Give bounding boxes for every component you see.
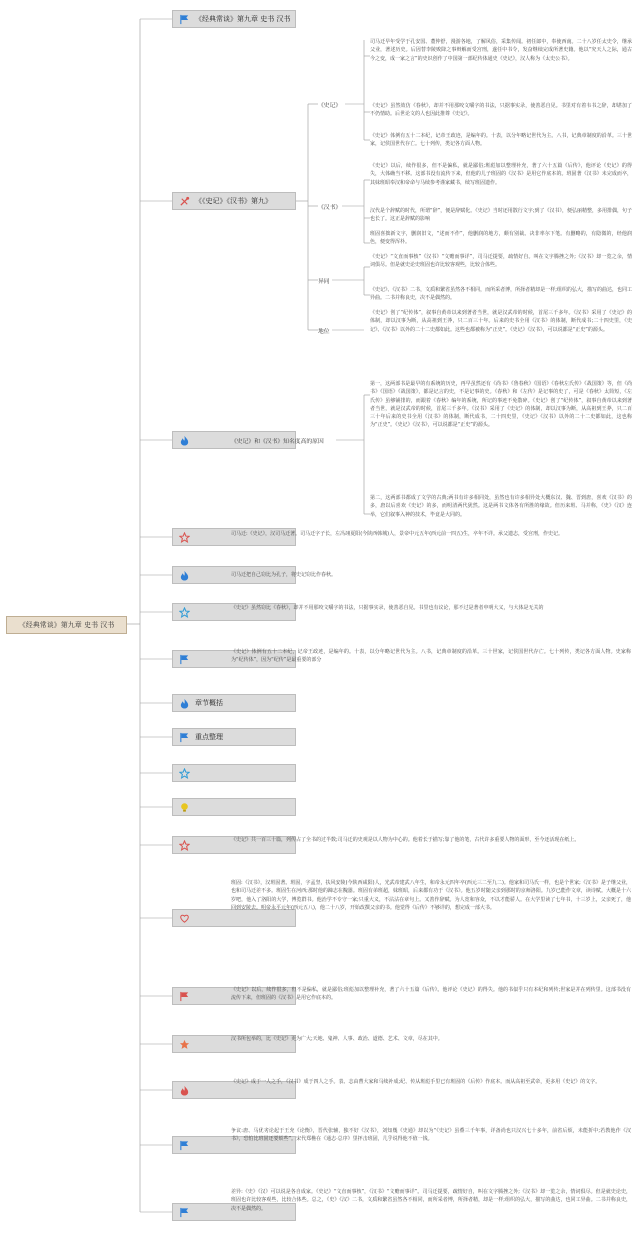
- node-label: 章节概括: [195, 699, 223, 707]
- item-text: 《史记》虽然窃比《春秋》，却并不用那咬文嚼字的书法，只据事实录，使善恶自见。书里也有议论，那不过是著者申明大义，与大体是无关的: [231, 605, 544, 611]
- reason-label[interactable]: 《史记》和《汉书》知名度高的原因: [231, 439, 324, 445]
- hanshu-text-1: 《史记》以后，续作很多，但不是偏私，就是鄙俗;班彪加以整理补充，著了六十五篇《后传》，他评论《史记》的得失，大体确当不移。这部书没有流传下来，但他的儿子班固的《汉书》是用它作底本的。班固著《汉书》未完成而卒，其妹班昭奉汉和帝命与马续参考谨家藏书，续写班固遗作。: [370, 163, 632, 186]
- shiji-text-3: 《史记》体例有五十二本纪，记帝王政迹，是编年的。十表，以分年略记世代为主。八书，记典章制度的沿革。三十世家，记侯国世代存亡。七十列传，类记各方面人物。: [370, 133, 632, 148]
- reason-text-1: 第一，这两部书是最早的有系统的历史，再早虽然还有《尚书》《鲁春秋》《国语》《春秋左氏传》《战国策》等，但《尚书》《国语》《战国策》，都是记言的史，不是记事的史。《春秋》和《左传》是记事的史了，可是《春秋》太简短，《左氏传》虽够铺排的，而跟着《春秋》编年的系统，所记的事迹不免散碎。《史记》创了“纪传体”，叙事自黄帝以来到著者当世，就是汉武帝的时候，首尾三千多年。《汉书》采用了《史记》的体制，却以汉事为断，从高祖到王莽，只二百三十年后来的史书全用《汉书》的体制，断代成书，二十四史里，《史记》《汉书》以外的二十二史都如此，这也称为“正史”。《史记》《汉书》，可以说都是“正史”的源头。: [370, 381, 632, 429]
- item-node[interactable]: [172, 728, 296, 746]
- item-text: 《史记》共一百三十篇，列传占了全书的过半数;司马迁的史观是以人物为中心的。他着长于描写;靠了他的笔，古代许多重要人物的面形，至今还活现在纸上。: [231, 837, 580, 843]
- fire-icon: [179, 570, 190, 581]
- star-outline-icon: [179, 768, 190, 779]
- node-label: 重点整理: [195, 733, 223, 741]
- item-text: 《史记》以后，续作很多，但不是偏私，就是鄙俗;班彪加以整理补充，著了六十五篇《后传》。他评论《史记》的得失。他的书似乎只有本纪和列传;世家是并在列传里。这部书没有流传下来，但班固的《汉书》是用它作底本的。: [231, 987, 631, 1002]
- diwei-text: 《史记》创了“纪传体”，叙事自黄帝以来到著者当世，就是汉武帝的时候，首尾三千多年。《汉书》采用了《史记》的体制，却以汉事为断，从高祖到王莽，只二百三十年。后来的史书全用《汉书》的体制，断代成书;二十四史里，《史记》、《汉书》以外的二十二史都如此。这些也都被称为“正史”。《史记》《汉书》，可以说都是“正史”的源头。: [370, 310, 632, 333]
- heart-icon: [179, 913, 190, 924]
- shiji-text-2: 《史记》虽然效仿《春秋》，却并不用那咬文嚼字的书法，只据事实录，使善恶自见。书里对有着韦书之辞，却堪加了不仍情助。后世论文的人也因此推尊《史记》。: [370, 103, 632, 118]
- star-outline-icon: [179, 840, 190, 851]
- branch-yitong[interactable]: 异同: [318, 279, 330, 285]
- item-text: 汉书所包举的，比《史记》更为广大;天地、鬼神、人事、政治、道德、艺术、文章，尽在其中。: [231, 1036, 443, 1042]
- item-node[interactable]: [172, 764, 296, 782]
- reason-text-2: 第二，这两部书都成了文学的古典;两书有许多相同处，虽然也有许多相异处大概东汉、魏、晋到唐，喜欢《汉书》的多，唐以后喜欢《史记》的多，而明清两代犹然。这是两书文体各有所胜的缘故。但历来班、马并称，《史》《汉》连举，它们叙事入神的技术，毕竟是大同的。: [370, 495, 632, 518]
- chapter-title-node[interactable]: [172, 10, 296, 28]
- star-outline-icon: [179, 532, 190, 543]
- branch-diwei[interactable]: 地位: [318, 329, 330, 335]
- root-node[interactable]: 《经典常谈》第九章 史书 汉书: [6, 616, 127, 634]
- branch-hanshu[interactable]: 《汉书》: [318, 205, 342, 211]
- fire-icon: [179, 1085, 190, 1096]
- item-text: 差异:《史》《汉》可以说是各自成家。《史记》“文直而事核”，《汉书》“文赡而事详”。司马迁提要，疏情好自，叫在文字腾挫之外;《汉书》却一览之余，情词俱尽。但是就史论史，班固也许比较客观些，比较合体些。总之，《史》《汉》二书，文质和繁省虽然各不相同，而所采者博，所择者精，却是一样;组织的弘大，描写的曲达，也同工异曲。二书并称良史，决不是偶然的。: [231, 1189, 631, 1212]
- yitong-text-1: 《史记》“文直而事核”《汉书》“文赡而事详”，司马迁提要，疏情好自。叫在文字腾挫之外;《汉书》却一览之余，情词俱尽。但是就史论史班固也许比较客观些，比较合体些。: [370, 254, 632, 269]
- node-label: 《《史记》《汉书》第九》: [195, 197, 272, 205]
- branch-shiji[interactable]: 《史记》: [318, 103, 342, 109]
- item-node[interactable]: [172, 798, 296, 816]
- tools-icon: [179, 196, 190, 207]
- flag-icon: [179, 732, 190, 743]
- hanshu-text-3: 班固喜拙新文字，删润旧文，“述而不作”，他删润的地方，颇有别裁。决非率尔下笔。有删略的，有隐微的，经他润色，便变得浑朴。: [370, 231, 632, 246]
- item-text: 《史记》体例有五十二本纪，记帝王政迹，是编年的。十表，以分年略记世代为主。八书，记典章制度的沿革。三十世家，记侯国世代存亡。七十列传，类记各方面人物。史家称为“纪传体”，因为“纪传”是最重要的部分: [231, 649, 631, 664]
- item-text: 司马迁把自己窃比为孔子，将史记窃比作春秋。: [231, 572, 337, 578]
- item-text: 班固:《汉书》，汉班固著。班固，字孟坚，扶风安陵(今陕西咸阳)人，光武帝建武八年生，和帝永元四年卒(西元三二至九二)。他家和司马氏一样，也是个世家;《汉书》是子继父业，也和司马迁差不多。班固生在河西;那时他的蹄志在隗嚣。班固有弟班超，妹班昭，后来都有功于《汉书》。他五岁时随父亲到那时的京师洛阳。九岁已能作文章，读诗赋。大概是十六岁吧，他入了洛阳的大学，博览群书。他治学不专守一家;只重大义，不沾沾在章句上。又善作辞赋。为人宽和容众，不以才能骄人。在大学里读了七年书，十三岁上，父亲死了，他回到安陵去。明帝永平元年(西元五八)，他二十八岁，开始改撰父亲的书。他觉得《后传》不够详的，想完成一部大书。: [231, 880, 631, 911]
- item-text: 争议:唐、马优劣论起于王充《论衡》，晋代张辅，独不好《汉书》，刘知幾《史通》却以为“《史记》虽叠三千年事，详备尚也只汉兴七十多年，前省后烦，未能折中;若教他作《汉书》，恐怕比班固还要烦些”。宋代郑樵在《通志·总序》里抨击班固，几乎说得他不值一钱。: [231, 1128, 631, 1143]
- flag-icon: [179, 14, 190, 25]
- item-node[interactable]: [172, 694, 296, 712]
- star-icon: [179, 1039, 190, 1050]
- star-outline-icon: [179, 607, 190, 618]
- node-label: 《经典常谈》第九章 史书 汉书: [195, 15, 291, 23]
- chapter-node[interactable]: [172, 192, 296, 210]
- fire-icon: [179, 435, 190, 446]
- flag-icon: [179, 1140, 190, 1151]
- yitong-text-2: 《史记》、《汉书》二书，文质和繁省虽然各不相同，而所采者博，所择者精却是一样;组织的弘大，描写的曲达，也同工异曲。二书并称良史，决不是偶然的。: [370, 287, 632, 302]
- flag-icon: [179, 1207, 190, 1218]
- flag-icon: [179, 654, 190, 665]
- fire-icon: [179, 698, 190, 709]
- hanshu-text-2: 汉代是个辞赋的时代，所谓“辞”，便是辞赋化。《史记》当时还用散行文字;到了《汉书》，便弘丽精整，多用排偶，句子也长了。这正是辞赋的影响: [370, 208, 632, 223]
- flag-icon: [179, 991, 190, 1002]
- shiji-text-1: 司马迁早年受学于孔安国、董仲舒，漫游各地，了解风俗，采集传闻。初任郎中，奉使西南。二十八岁任太史令，继承父业，著述历史。后因替李陵败降之事辩解而受宫刑，遂任中书令，发奋继续完成所著史籍。他以“究天人之际，通古今之变，成一家之言”的史识创作了中国第一部纪传体通史《史记》，汉人称为《太史公书》。: [370, 39, 632, 62]
- item-text: 司马迁:《史记》，汉司马迁著。司马迁字子长，左冯翊夏阳(今陕西韩城)人，景帝中元五年(西元前一四五)生，卒年不详。承父遗志，受宫刑，作史记。: [231, 531, 563, 537]
- item-text: 《史记》成于一人之手，《汉书》成于四人之手。表、志由曹大家和马续补成;纪、传从班彪手里已有班固的《后传》作底本。而从高祖至武帝，更多用《史记》的文字。: [231, 1079, 601, 1085]
- bulb-icon: [179, 802, 190, 813]
